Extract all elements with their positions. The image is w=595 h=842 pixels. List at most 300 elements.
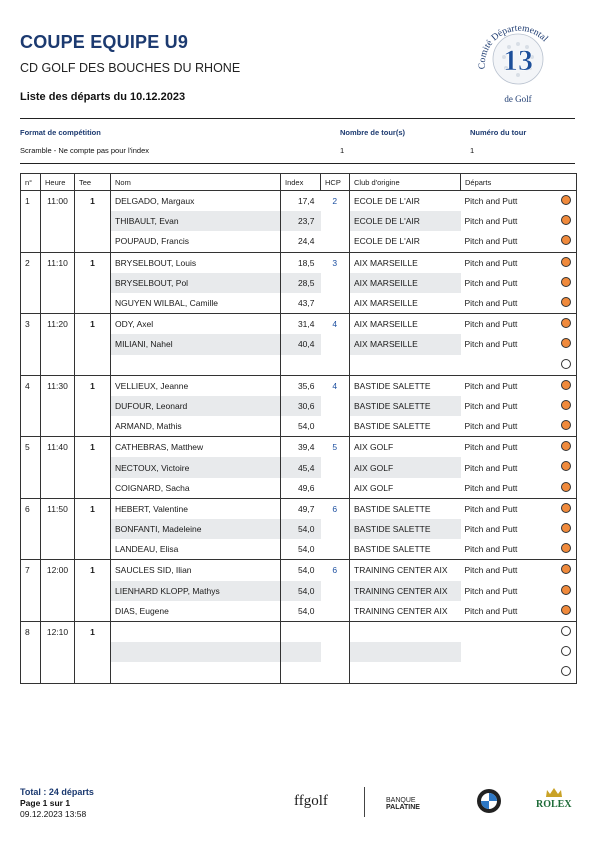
cell-time [41,498,75,519]
cell-name [111,314,281,335]
cell-time [41,437,75,458]
banque-palatine-logo [386,797,420,811]
cell-time-text: 11:20 [47,319,68,330]
cell-depart-text: Pitch and Putt [464,442,518,453]
cell-name [111,662,281,683]
cell-depart-text: Pitch and Putt [464,544,518,555]
cell-depart-text: Pitch and Putt [464,605,518,616]
cell-index [281,416,321,437]
cell-club [350,211,461,231]
cell-depart [461,539,577,560]
cell-index [281,539,321,560]
cell-tee [75,314,111,335]
cell-club [350,601,461,622]
cell-index-text: 54,0 [297,421,315,432]
col-header-index: Index [281,174,321,191]
cell-time [41,457,75,477]
cell-number [21,498,41,519]
cell-name-text: THIBAULT, Evan [115,216,179,227]
cell-depart-text: Pitch and Putt [464,257,518,268]
rounds-label: Nombre de tour(s) [340,128,406,137]
cell-hcp-text: 6 [332,503,338,514]
cell-depart-text: Pitch and Putt [464,462,518,473]
cell-depart [461,231,577,252]
cell-index-text: 24,4 [297,236,315,247]
cell-number-text: 3 [25,319,30,330]
cell-time-text: 12:00 [46,565,69,576]
cell-depart-text: Pitch and Putt [464,277,518,288]
cell-number [21,252,41,273]
cell-number [21,293,41,314]
table-row [21,621,577,642]
cell-club-text: AIX MARSEILLE [354,298,418,309]
cell-time [41,231,75,252]
cell-time [41,252,75,273]
cell-tee [75,621,111,642]
status-dot-filled-icon [561,420,571,430]
cell-number [21,457,41,477]
cell-club [350,560,461,581]
cell-index [281,621,321,642]
cell-club [350,396,461,416]
status-dot-filled-icon [561,257,571,267]
cell-index [281,560,321,581]
cell-club-text: TRAINING CENTER AIX [354,585,448,596]
cell-name [111,273,281,293]
cell-name [111,252,281,273]
total-departs: Total : 24 départs [20,787,94,797]
cell-hcp [321,211,350,231]
cell-depart-text: Pitch and Putt [464,236,518,247]
rounds-value: 1 [340,146,345,155]
cell-depart [461,416,577,437]
table-row [21,662,577,683]
cell-tee-text: 1 [90,627,95,638]
cell-club-text: AIX MARSEILLE [354,319,418,330]
cell-name-text: CATHEBRAS, Matthew [115,442,204,453]
table-row [21,498,577,519]
cell-index-text: 30,6 [297,400,315,411]
cell-index [281,252,321,273]
cell-number [21,273,41,293]
cell-depart-text: Pitch and Putt [464,421,518,432]
status-dot-filled-icon [561,277,571,287]
cell-index [281,334,321,354]
round-number-value: 1 [470,146,475,155]
table-row [21,252,577,273]
table-row [21,334,577,354]
cell-hcp [321,375,350,396]
cell-number-text: 6 [25,503,30,514]
cell-tee [75,478,111,499]
cell-tee-text: 1 [90,196,95,207]
cell-name-text: LIENHARD KLOPP, Mathys [115,585,220,596]
cell-index [281,662,321,683]
cell-hcp-text: 4 [332,380,338,391]
cell-name [111,396,281,416]
cell-club [350,416,461,437]
cell-tee [75,581,111,601]
cell-club-text: BASTIDE SALETTE [354,400,431,411]
cell-tee [75,437,111,458]
cell-time-text: 11:10 [47,257,68,268]
cell-tee-text: 1 [90,257,95,268]
status-dot-filled-icon [561,297,571,307]
cell-hcp [321,621,350,642]
cell-time [41,355,75,376]
cell-club [350,581,461,601]
cell-name [111,211,281,231]
cell-hcp [321,293,350,314]
rolex-logo: ROLEX [536,799,572,810]
cell-depart [461,437,577,458]
cell-tee [75,355,111,376]
cell-name [111,457,281,477]
status-dot-filled-icon [561,585,571,595]
cell-name-text: BRYSELBOUT, Louis [115,257,197,268]
cell-tee [75,211,111,231]
cell-number [21,334,41,354]
cell-index [281,314,321,335]
print-timestamp: 09.12.2023 13:58 [20,809,87,819]
cell-hcp [321,519,350,539]
status-dot-filled-icon [561,380,571,390]
cell-index [281,375,321,396]
cell-index [281,396,321,416]
cell-depart-text: Pitch and Putt [464,503,518,514]
cell-hcp [321,231,350,252]
cell-club-text: AIX GOLF [354,482,394,493]
cell-depart [461,642,577,662]
cell-depart [461,478,577,499]
cell-name [111,621,281,642]
cell-depart [461,601,577,622]
cell-index [281,457,321,477]
cell-club-text: TRAINING CENTER AIX [354,605,448,616]
cell-club-text: ECOLE DE L'AIR [354,196,420,207]
cell-name [111,519,281,539]
cell-club-text: BASTIDE SALETTE [354,524,431,535]
table-row [21,581,577,601]
cell-depart [461,211,577,231]
cell-index-text: 54,0 [297,544,315,555]
cell-club-text: AIX MARSEILLE [354,339,418,350]
cell-number [21,560,41,581]
cell-depart-text: Pitch and Putt [464,565,518,576]
cell-depart-text: Pitch and Putt [464,524,518,535]
cell-hcp-text: 3 [332,257,338,268]
cell-depart [461,293,577,314]
cell-index-text: 43,7 [297,298,315,309]
cell-time-text: 11:30 [47,380,68,391]
cell-name-text: COIGNARD, Sacha [115,482,190,493]
cell-tee-text: 1 [90,565,95,576]
cell-club-text: BASTIDE SALETTE [354,380,431,391]
col-header-number: n° [21,174,41,191]
cell-name-text: DIAS, Eugene [115,605,169,616]
cell-club [350,437,461,458]
cell-index [281,355,321,376]
page-subtitle: CD GOLF DES BOUCHES DU RHONE [20,61,241,75]
cell-hcp [321,273,350,293]
cell-club-text: AIX GOLF [354,442,394,453]
ffgolf-logo: ffgolf [294,793,328,809]
table-header-row [21,174,577,191]
cell-club-text: AIX MARSEILLE [354,257,418,268]
cell-time [41,478,75,499]
cell-name-text: NGUYEN WILBAL, Camille [115,298,218,309]
cell-name [111,560,281,581]
cell-hcp [321,539,350,560]
cell-name [111,437,281,458]
cell-number [21,314,41,335]
cell-time [41,621,75,642]
cell-number-text: 2 [25,257,30,268]
cell-number [21,355,41,376]
cell-name [111,498,281,519]
cell-index [281,437,321,458]
cell-index-text: 54,0 [297,605,315,616]
cell-hcp [321,314,350,335]
cell-number [21,581,41,601]
cell-club [350,621,461,642]
cell-time-text: 11:40 [47,442,68,453]
status-dot-filled-icon [561,543,571,553]
cell-name-text: SAUCLES SID, Ilian [115,565,192,576]
cell-time [41,581,75,601]
cell-number [21,539,41,560]
cell-index-text: 31,4 [297,319,315,330]
cell-number [21,601,41,622]
cell-number-text: 7 [25,565,30,576]
cell-depart [461,519,577,539]
cell-hcp [321,560,350,581]
cell-index [281,498,321,519]
cell-index-text: 54,0 [297,524,315,535]
cell-number [21,478,41,499]
cell-depart-text: Pitch and Putt [464,216,518,227]
table-row [21,293,577,314]
format-label: Format de compétition [20,128,101,137]
cell-name [111,375,281,396]
cell-hcp [321,355,350,376]
cell-index [281,231,321,252]
cell-name-text: NECTOUX, Victoire [115,462,190,473]
cell-tee-text: 1 [90,319,95,330]
table-row [21,457,577,477]
cell-name [111,539,281,560]
cell-depart [461,581,577,601]
cell-time [41,519,75,539]
cell-hcp-text: 4 [332,319,338,330]
cell-name-text: DUFOUR, Leonard [115,400,188,411]
cell-club [350,478,461,499]
cell-index-text: 49,7 [297,503,315,514]
status-dot-empty-icon [561,666,571,676]
cell-name-text: POUPAUD, Francis [115,236,189,247]
status-dot-filled-icon [561,503,571,513]
cell-index [281,273,321,293]
cell-index-text: 18,5 [297,257,315,268]
cell-name-text: HEBERT, Valentine [115,503,188,514]
col-header-name: Nom [111,174,281,191]
cell-depart [461,498,577,519]
logo-arc-text: Comité Départemental [477,23,550,70]
logo-number: 13 [503,44,533,77]
table-row [21,355,577,376]
cell-time [41,273,75,293]
cell-tee [75,396,111,416]
cell-tee [75,252,111,273]
cell-name [111,642,281,662]
status-dot-filled-icon [561,605,571,615]
cell-tee [75,231,111,252]
cell-hcp [321,252,350,273]
cell-name [111,478,281,499]
cell-club-text: BASTIDE SALETTE [354,544,431,555]
cell-tee [75,293,111,314]
status-dot-filled-icon [561,215,571,225]
cell-number [21,191,41,212]
cell-depart [461,396,577,416]
cell-depart-text: Pitch and Putt [464,400,518,411]
table-row [21,375,577,396]
cell-club [350,457,461,477]
col-header-tee: Tee [75,174,111,191]
cell-club [350,375,461,396]
cell-number [21,231,41,252]
cell-index [281,191,321,212]
cell-name [111,355,281,376]
cell-index [281,642,321,662]
cell-tee [75,560,111,581]
table-row [21,191,577,212]
status-dot-filled-icon [561,195,571,205]
cell-index-text: 39,4 [297,442,315,453]
cell-hcp [321,396,350,416]
cell-index-text: 17,4 [297,196,315,207]
cell-number-text: 4 [25,380,30,391]
status-dot-filled-icon [561,482,571,492]
table-row [21,519,577,539]
round-number-label: Numéro du tour [470,128,527,137]
cell-hcp [321,457,350,477]
cell-club [350,273,461,293]
cell-depart-text: Pitch and Putt [464,298,518,309]
cell-hcp [321,498,350,519]
cell-time [41,191,75,212]
status-dot-filled-icon [561,441,571,451]
status-dot-empty-icon [561,626,571,636]
status-dot-filled-icon [561,235,571,245]
status-dot-filled-icon [561,318,571,328]
cell-club [350,642,461,662]
cell-club [350,314,461,335]
cell-tee-text: 1 [90,442,95,453]
cell-club-text: AIX MARSEILLE [354,277,418,288]
cell-club-text: BASTIDE SALETTE [354,503,431,514]
cell-club [350,519,461,539]
cell-depart [461,457,577,477]
table-row [21,601,577,622]
cell-name-text: LANDEAU, Elisa [115,544,179,555]
status-dot-filled-icon [561,461,571,471]
cell-tee [75,375,111,396]
cell-tee [75,334,111,354]
table-row [21,416,577,437]
status-dot-filled-icon [561,338,571,348]
cell-number [21,519,41,539]
cell-name-text: MILIANI, Nahel [115,339,173,350]
table-row [21,314,577,335]
table-row [21,539,577,560]
cell-depart-text: Pitch and Putt [464,585,518,596]
cell-name-text: VELLIEUX, Jeanne [115,380,189,391]
page-count: Page 1 sur 1 [20,798,71,808]
cell-tee [75,416,111,437]
crown-icon [544,786,564,798]
cell-name [111,581,281,601]
cell-depart [461,560,577,581]
table-row [21,478,577,499]
cell-depart [461,273,577,293]
cell-depart-text: Pitch and Putt [464,196,518,207]
cell-index-text: 54,0 [297,565,315,576]
col-header-departs: Départs [461,174,577,191]
cell-tee [75,498,111,519]
cell-number [21,662,41,683]
committee-logo [471,17,565,111]
cell-number-text: 1 [25,196,30,207]
cell-club [350,252,461,273]
cell-time [41,211,75,231]
cell-number [21,416,41,437]
cell-hcp-text: 5 [332,442,338,453]
cell-club [350,662,461,683]
cell-tee-text: 1 [90,503,95,514]
cell-name [111,191,281,212]
cell-hcp [321,601,350,622]
cell-depart [461,355,577,376]
page-title: COUPE EQUIPE U9 [20,32,189,52]
cell-index [281,601,321,622]
cell-club [350,498,461,519]
cell-depart [461,621,577,642]
cell-name-text: DELGADO, Margaux [115,196,195,207]
table-row [21,231,577,252]
cell-depart [461,375,577,396]
table-row [21,560,577,581]
col-header-time: Heure [41,174,75,191]
cell-number [21,396,41,416]
cell-time [41,662,75,683]
cell-hcp-text: 6 [332,565,338,576]
cell-time [41,375,75,396]
cell-depart-text: Pitch and Putt [464,339,518,350]
cell-hcp [321,191,350,212]
table-row [21,396,577,416]
cell-tee-text: 1 [90,380,95,391]
cell-club [350,191,461,212]
status-dot-empty-icon [561,646,571,656]
cell-time-text: 12:10 [46,627,69,638]
cell-number [21,621,41,642]
cell-number [21,211,41,231]
cell-name [111,293,281,314]
cell-index-text: 49,6 [297,482,315,493]
cell-index-text: 54,0 [297,585,315,596]
palatine-label: PALATINE [386,804,420,811]
